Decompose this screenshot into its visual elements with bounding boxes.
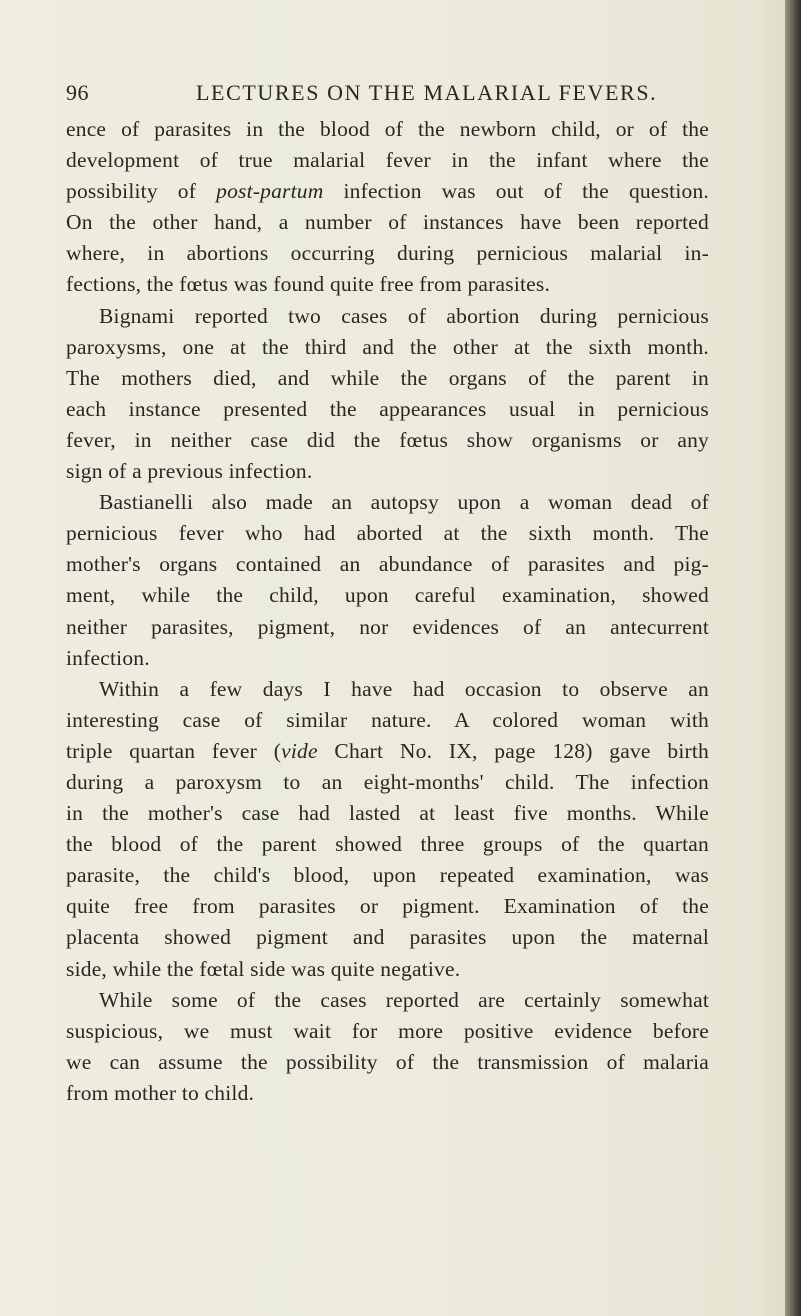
text-line: While some of the cases reported are certainly somewhat: [99, 987, 709, 1012]
text-line: The mothers died, and while the organs of the parent in: [66, 365, 709, 390]
text-line: placenta showed pigment and parasites upon the maternal: [66, 925, 709, 950]
italic-term: vide: [281, 738, 318, 763]
text-line: side, while the fœtal side was quite negative.: [66, 956, 461, 981]
text-line: Within a few days I have had occasion to observe an: [99, 676, 709, 701]
text-line: suspicious, we must wait for more positive evidence before: [66, 1018, 709, 1043]
running-title: LECTURES ON THE MALARIAL FEVERS.: [196, 80, 658, 105]
text-run: triple quartan fever (: [66, 738, 282, 763]
text-line: from mother to child.: [66, 1080, 255, 1105]
text-line: mother's organs contained an abundance of parasites and pig-: [66, 552, 709, 577]
text-line: neither parasites, pigment, nor evidences of an antecurrent: [66, 614, 709, 639]
page-number: 96: [66, 80, 89, 105]
text-run: Chart No. IX, page 128) gave birth: [317, 738, 709, 763]
text-line: sign of a previous infection.: [66, 459, 313, 484]
text-line: pernicious fever who had aborted at the sixth month. The: [66, 521, 709, 546]
text-line: ence of parasites in the blood of the newborn child, or of the: [66, 117, 709, 141]
text-run: infection was out of the question.: [323, 179, 710, 204]
text-line: we can assume the possibility of the transmission of malaria: [66, 1049, 709, 1074]
text-line: quite free from parasites or pigment. Examination of the: [66, 894, 709, 919]
text-line: in the mother's case had lasted at least five months. While: [66, 801, 709, 826]
body-text: [66, 114, 709, 1109]
book-spine-edge: [785, 0, 801, 1316]
text-line: [66, 176, 709, 207]
text-line: development of true malarial fever in the infant where the: [66, 148, 709, 173]
text-line: [66, 736, 709, 767]
text-line: during a paroxysm to an eight-months' child. The infection: [66, 769, 709, 794]
text-line: On the other hand, a number of instances have been reported: [66, 210, 709, 235]
text-line: Bastianelli also made an autopsy upon a woman dead of: [99, 490, 709, 515]
italic-term: post-partum: [216, 179, 324, 204]
text-line: interesting case of similar nature. A colored woman with: [66, 707, 709, 732]
text-line: each instance presented the appearances usual in pernicious: [66, 396, 709, 421]
text-line: the blood of the parent showed three groups of the quartan: [66, 832, 709, 857]
text-line: ment, while the child, upon careful examination, showed: [66, 583, 709, 608]
text-line: infection.: [66, 645, 150, 670]
text-line: fections, the fœtus was found quite free from parasites.: [66, 272, 551, 297]
page-header: [66, 80, 698, 110]
text-run: possibility of: [66, 179, 217, 204]
text-line: paroxysms, one at the third and the other at the sixth month.: [66, 334, 709, 359]
text-line: parasite, the child's blood, upon repeated examination, was: [66, 863, 709, 888]
text-line: fever, in neither case did the fœtus show organisms or any: [66, 427, 709, 452]
text-line: where, in abortions occurring during pernicious malarial in-: [66, 241, 709, 266]
text-line: Bignami reported two cases of abortion during pernicious: [99, 303, 709, 328]
